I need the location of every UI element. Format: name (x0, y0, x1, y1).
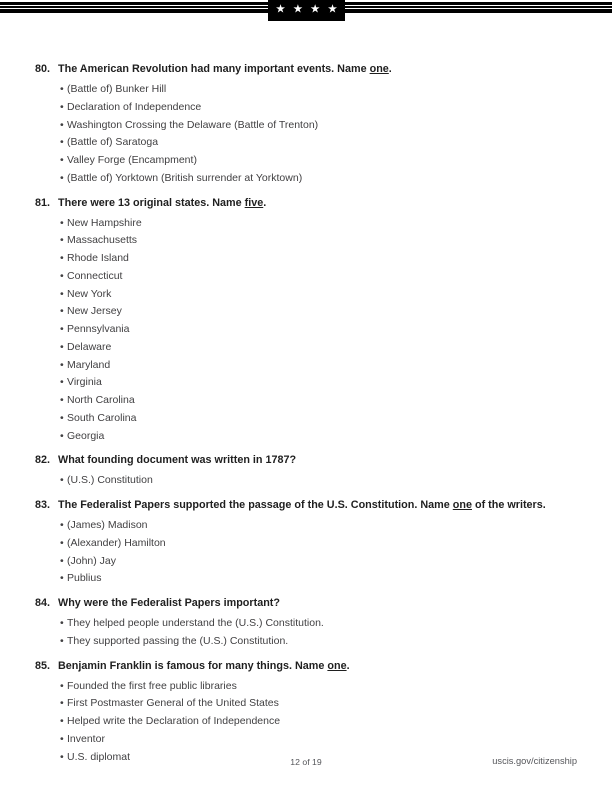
bullet-icon: • (60, 83, 64, 95)
answer-item (60, 695, 582, 713)
answer-text: Connecticut (67, 269, 123, 282)
banner-stripes-left (0, 2, 268, 13)
bullet-icon: • (60, 715, 64, 727)
answer-text: Maryland (67, 358, 111, 371)
answer-item (60, 553, 582, 571)
answer-item (60, 268, 582, 286)
answer-text: Georgia (67, 429, 105, 442)
answer-text: (John) Jay (67, 554, 117, 567)
bullet-icon: • (60, 411, 64, 424)
answer-item (60, 303, 582, 321)
question-number: 81. (35, 196, 51, 209)
question-text (58, 496, 546, 515)
star-icon: ★ (327, 3, 338, 16)
answer-text: (Alexander) Hamilton (67, 536, 166, 549)
answer-text: South Carolina (67, 411, 137, 424)
bullet-icon: • (60, 234, 64, 247)
question-text-after: . (263, 196, 267, 209)
bullet-icon: • (60, 252, 64, 264)
question-header (35, 496, 582, 515)
answer-item (60, 633, 582, 651)
bullet-icon: • (60, 269, 64, 282)
answer-list (35, 615, 582, 651)
answer-item (60, 517, 582, 535)
page-indicator: 12 of 19 (290, 757, 322, 767)
star-row (275, 0, 337, 21)
answer-item (60, 472, 582, 490)
answer-text: (Battle of) Saratoga (67, 136, 159, 149)
bullet-icon: • (60, 100, 64, 113)
question-block (35, 657, 582, 767)
answer-item (60, 134, 582, 152)
bullet-icon: • (60, 536, 64, 549)
answer-item (60, 215, 582, 233)
bullet-icon: • (60, 154, 64, 166)
answer-text: New Jersey (67, 305, 122, 318)
question-header (35, 451, 582, 470)
question-text (58, 594, 280, 613)
question-header (35, 657, 582, 676)
bullet-icon: • (60, 340, 64, 353)
star-icon: ★ (292, 3, 303, 16)
answer-text: Publius (67, 572, 102, 585)
answer-text: Rhode Island (67, 252, 129, 264)
answer-text: Massachusetts (67, 234, 138, 247)
website-label: uscis.gov/citizenship (492, 756, 577, 766)
bullet-icon: • (60, 287, 64, 300)
answer-item (60, 250, 582, 268)
question-text-before: The Federalist Papers supported the passage of the U.S. Constitution. Name (58, 499, 453, 511)
question-text-before: There were 13 original states. Name (58, 196, 245, 209)
question-header (35, 60, 582, 79)
question-block (35, 194, 582, 446)
answer-text: They helped people understand the (U.S.) Constitution. (67, 617, 324, 629)
question-text-before: What founding document was written in 1787? (58, 454, 297, 467)
bullet-icon: • (60, 118, 64, 131)
answer-text: Founded the first free public libraries (67, 679, 237, 692)
bullet-icon: • (60, 394, 64, 406)
answer-item (60, 117, 582, 135)
answer-item (60, 286, 582, 304)
bullet-icon: • (60, 305, 64, 318)
question-number: 80. (35, 63, 51, 75)
question-text-underlined: one (327, 659, 347, 672)
answer-item (60, 357, 582, 375)
question-block (35, 496, 582, 588)
question-text-before: Why were the Federalist Papers important? (58, 597, 280, 609)
bullet-icon: • (60, 697, 64, 710)
answer-item (60, 170, 582, 188)
question-number: 82. (35, 454, 51, 467)
star-icon: ★ (275, 3, 286, 16)
answer-text: (James) Madison (67, 519, 148, 531)
answer-text: New Hampshire (67, 216, 142, 229)
question-text-underlined: five (244, 196, 264, 209)
answer-text: Virginia (67, 376, 102, 389)
answer-text: Inventor (67, 732, 105, 745)
answer-item (60, 81, 582, 99)
question-header (35, 194, 582, 213)
question-number: 85. (35, 659, 51, 672)
question-block (35, 451, 582, 490)
bullet-icon: • (60, 474, 64, 487)
bullet-icon: • (60, 732, 64, 745)
answer-text: (U.S.) Constitution (67, 474, 153, 487)
bullet-icon: • (60, 136, 64, 149)
bullet-icon: • (60, 323, 64, 335)
star-icon: ★ (310, 3, 321, 16)
answer-item (60, 374, 582, 392)
answer-item (60, 339, 582, 357)
flag-banner (0, 0, 612, 21)
question-text (58, 657, 350, 676)
bullet-icon: • (60, 750, 64, 763)
question-block (35, 594, 582, 651)
question-block (35, 60, 582, 188)
banner-stripes-right (345, 2, 612, 13)
answer-item (60, 410, 582, 428)
bullet-icon: • (60, 519, 64, 531)
answer-text: Washington Crossing the Delaware (Battle of Trenton) (67, 118, 319, 131)
bullet-icon: • (60, 216, 64, 229)
answer-text: They supported passing the (U.S.) Constitution. (67, 634, 289, 647)
bullet-icon: • (60, 679, 64, 692)
answer-item (60, 535, 582, 553)
answer-list (35, 517, 582, 588)
question-text (58, 60, 392, 79)
bullet-icon: • (60, 376, 64, 389)
answer-item (60, 428, 582, 446)
answer-text: (Battle of) Yorktown (British surrender at Yorktown) (67, 171, 303, 184)
answer-text: New York (67, 287, 112, 300)
question-text (58, 451, 296, 470)
bullet-icon: • (60, 617, 64, 629)
star-box (268, 0, 345, 21)
answer-item (60, 678, 582, 696)
answer-text: U.S. diplomat (67, 750, 131, 763)
question-header (35, 594, 582, 613)
answer-list (35, 678, 582, 767)
answer-item (60, 232, 582, 250)
question-text-after: . (388, 63, 392, 75)
answer-item (60, 731, 582, 749)
answer-item (60, 152, 582, 170)
question-number: 84. (35, 597, 51, 609)
answer-item (60, 570, 582, 588)
answer-item (60, 392, 582, 410)
answer-text: First Postmaster General of the United States (67, 697, 279, 710)
answer-item (60, 99, 582, 117)
question-text (58, 194, 266, 213)
bullet-icon: • (60, 358, 64, 371)
bullet-icon: • (60, 429, 64, 442)
answer-text: (Battle of) Bunker Hill (67, 83, 167, 95)
answer-text: Valley Forge (Encampment) (67, 154, 197, 166)
answer-list (35, 215, 582, 446)
answer-text: Pennsylvania (67, 323, 130, 335)
question-text-underlined: one (369, 63, 389, 75)
answer-item (60, 713, 582, 731)
answer-list (35, 81, 582, 188)
answer-list (35, 472, 582, 490)
answer-item (60, 321, 582, 339)
question-text-before: The American Revolution had many important events. Name (58, 63, 370, 75)
question-text-after: . (346, 659, 350, 672)
bullet-icon: • (60, 171, 64, 184)
answer-text: Declaration of Independence (67, 100, 202, 113)
answer-item (60, 615, 582, 633)
answer-text: Delaware (67, 340, 112, 353)
question-text-underlined: one (452, 499, 472, 511)
bullet-icon: • (60, 554, 64, 567)
answer-text: North Carolina (67, 394, 135, 406)
answer-text: Helped write the Declaration of Independence (67, 715, 281, 727)
bullet-icon: • (60, 634, 64, 647)
question-text-before: Benjamin Franklin is famous for many things. Name (58, 659, 328, 672)
question-number: 83. (35, 499, 51, 511)
question-text-after: of the writers. (471, 499, 546, 511)
questions-list (35, 60, 582, 772)
bullet-icon: • (60, 572, 64, 585)
